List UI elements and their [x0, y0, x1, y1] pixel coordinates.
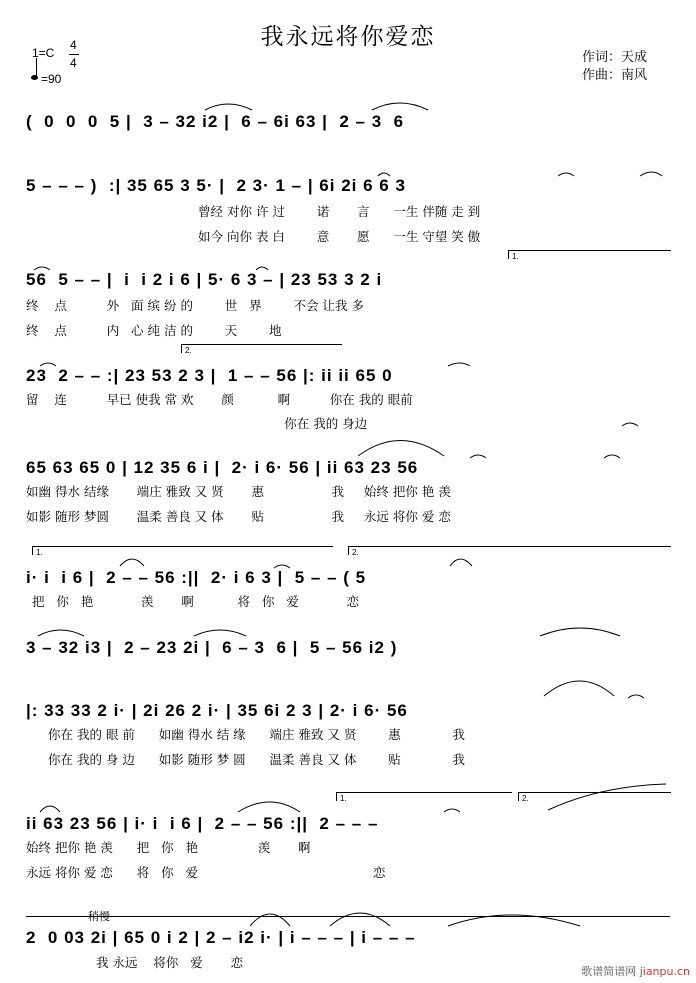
- slur: [604, 455, 620, 458]
- notes-line: ( 0 0 0 5 | 3 – 32 i2 | 6 – 6i 63 | 2 – 3 6: [26, 112, 405, 131]
- notes-line: 2 0 03 2i | 65 0 i 2 | 2 – i2 i· | i – – – | i – – –: [26, 928, 416, 947]
- volta-bracket: 2.: [518, 792, 671, 801]
- lyric-verse-2: 你在 我的 身边: [26, 416, 368, 431]
- volta-bracket: 1.: [508, 250, 671, 259]
- tie: [448, 915, 580, 926]
- lyric-verse-2: 你在 我的 身 边 如影 随形 梦 圆 温柔 善良 又 体 贴 我: [48, 752, 465, 767]
- slur: [358, 441, 444, 457]
- slur: [40, 806, 60, 812]
- volta-bracket: 2.: [348, 546, 671, 555]
- lyric-verse-1: 如幽 得水 结缘 端庄 雅致 又 贤 惠 我 始终 把你 艳 羡: [26, 484, 451, 499]
- slur: [378, 173, 390, 176]
- lyric-verse-2: 如影 随形 梦圆 温柔 善良 又 体 贴 我 永远 将你 爱 恋: [26, 509, 451, 524]
- slur: [40, 363, 56, 366]
- notes-line: 65 63 65 0 | 12 35 6 i | 2· i 6· 56 | ii 63 23 56: [26, 458, 419, 477]
- lyric-verse-2: 终 点 内 心 纯 洁 的 天 地: [26, 323, 282, 338]
- notes-line: ii 63 23 56 | i· i i 6 | 2 – – 56 :|| 2 – – –: [26, 814, 379, 833]
- slur: [470, 455, 486, 458]
- slur: [34, 267, 50, 270]
- slur: [194, 630, 246, 636]
- notes-line: 56 5 – – | i i 2 i 6 | 5· 6 3 – | 23 53 3 2 i: [26, 270, 383, 289]
- lyric-verse-1: 始终 把你 艳 羡 把 你 艳 羡 啊: [26, 840, 311, 855]
- tie: [548, 784, 666, 810]
- lyricist: 作词：天成: [582, 50, 648, 65]
- slur: [448, 363, 470, 366]
- notes-line: i· i i 6 | 2 – – 56 :|| 2· i 6 3 | 5 – – ( 5: [26, 568, 367, 587]
- slow-mark: 稍慢: [88, 910, 110, 923]
- slur: [238, 802, 300, 812]
- slur: [622, 423, 638, 426]
- page-title: 我永远将你爱恋: [260, 24, 436, 50]
- notes-line: |: 33 33 2 i· | 2i 26 2 i· | 35 6i 2 3 | 2· i 6· 56: [26, 701, 408, 720]
- slur: [250, 914, 290, 926]
- notes-line: 5 – – – ) :| 35 65 3 5· | 2 3· 1 – | 6i 2i 6 6 3: [26, 176, 406, 195]
- slur: [205, 104, 252, 110]
- lyric-verse-1: 留 连 早已 使我 常 欢 颜 啊 你在 我的 眼前: [26, 392, 413, 407]
- slur: [330, 913, 390, 926]
- slur: [558, 173, 574, 176]
- volta-bracket: 2.: [181, 344, 342, 353]
- lyric-verse-1: 我 永远 将你 爱 恋: [96, 955, 244, 970]
- time-signature-top: 4: [70, 38, 77, 52]
- slur: [544, 681, 614, 696]
- slur: [372, 103, 428, 110]
- slur: [640, 172, 662, 176]
- lyric-verse-1: 终 点 外 面 缤 纷 的 世 界 不会 让我 多: [26, 298, 364, 313]
- slur: [628, 695, 644, 698]
- lyric-verse-2: 如今 向你 表 白 意 愿 一生 守望 笑 傲: [198, 229, 481, 244]
- volta-bracket: 1.: [32, 546, 333, 555]
- lyric-verse-2: 永远 将你 爱 恋 将 你 爱 恋: [26, 865, 386, 880]
- key-signature: 1=C: [32, 46, 55, 60]
- watermark: 歌谱简谱网 jianpu.cn: [581, 965, 690, 978]
- slur: [540, 628, 620, 636]
- slur: [256, 267, 268, 270]
- time-signature-bottom: 4: [70, 56, 77, 70]
- lyric-verse-1: 你在 我的 眼 前 如幽 得水 结 缘 端庄 雅致 又 贤 惠 我: [48, 727, 465, 742]
- slur: [120, 559, 144, 566]
- slur: [450, 559, 472, 566]
- slur: [444, 809, 460, 812]
- slur: [38, 630, 84, 636]
- volta-bracket: 1.: [336, 792, 512, 801]
- slur: [274, 565, 290, 568]
- lyric-verse-1: 把 你 艳 羡 啊 将 你 爱 恋: [32, 594, 360, 609]
- composer: 作曲：南风: [582, 68, 648, 83]
- notes-line: 3 – 32 i3 | 2 – 23 2i | 6 – 3 6 | 5 – 56 i2 ): [26, 638, 398, 657]
- lyric-verse-1: 曾经 对你 许 过 诺 言 一生 伴随 走 到: [198, 204, 481, 219]
- notes-line: 23 2 – – :| 23 53 2 3 | 1 – – 56 |: ii ii 65 0: [26, 366, 393, 385]
- tempo: =90: [41, 72, 62, 86]
